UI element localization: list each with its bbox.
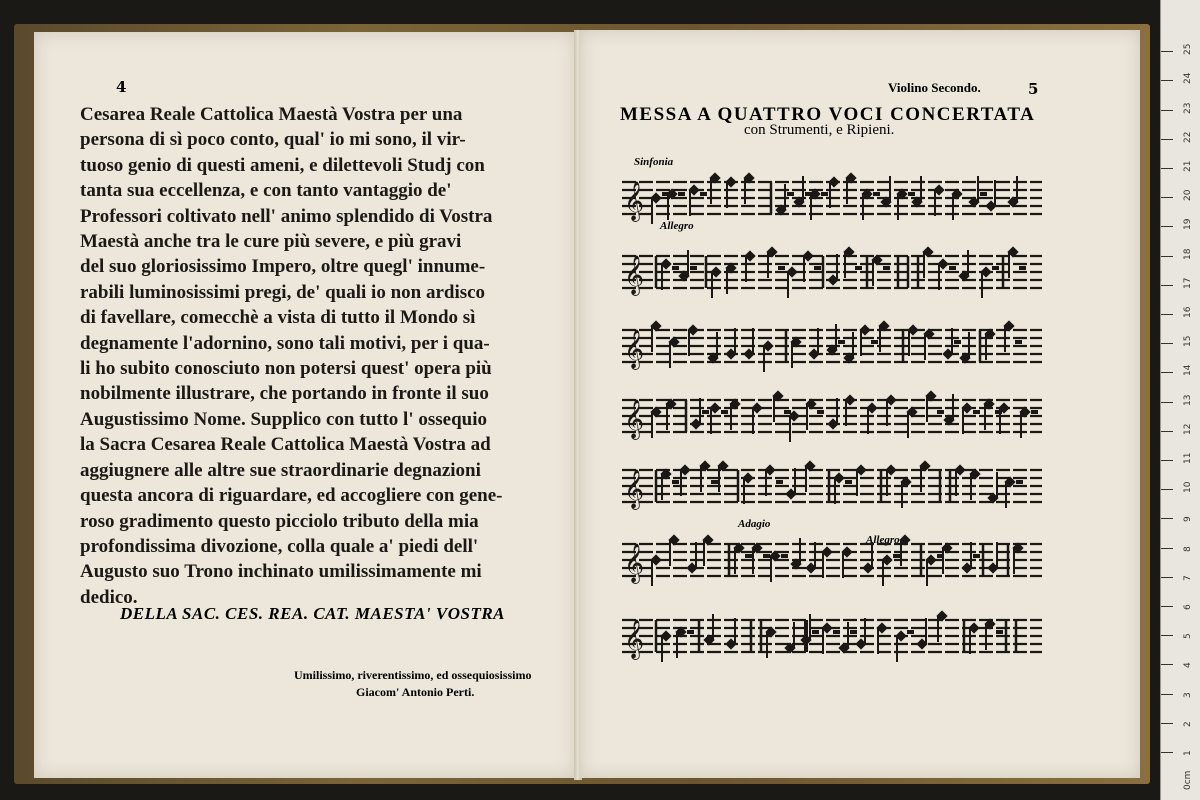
- ruler-tick: [1161, 577, 1173, 578]
- ruler-tick-label: 23: [1183, 102, 1193, 114]
- signature-line-1: Umilissimo, riverentissimo, ed ossequiosissimo: [294, 668, 532, 682]
- ruler-tick-label: 20: [1183, 189, 1193, 202]
- ruler-tick-label: 25: [1183, 43, 1193, 56]
- ruler-tick: [1161, 226, 1173, 227]
- ruler-tick-label: 8: [1183, 545, 1193, 552]
- text-line: tuoso genio di questi ameni, e dilettevoli Studj con: [80, 154, 485, 176]
- music-title: MESSA A QUATTRO VOCI CONCERTATA: [620, 104, 1036, 125]
- text-line: la Sacra Cesarea Reale Cattolica Maestà Vostra ad: [80, 434, 491, 456]
- ruler-tick: [1161, 606, 1173, 607]
- ruler-tick: [1161, 168, 1173, 169]
- ruler-tick-label: 5: [1183, 633, 1193, 640]
- tempo-adagio: Adagio: [738, 518, 771, 530]
- left-page-number: 4: [116, 78, 127, 96]
- ruler-tick-label: 2: [1183, 721, 1193, 727]
- ruler-tick: [1161, 723, 1173, 724]
- text-line: Professori coltivato nell' animo splendido di Vostra: [80, 205, 493, 227]
- ruler-tick: [1161, 431, 1173, 432]
- clef-symbol: 𝄞: [624, 255, 645, 295]
- closing-salutation: DELLA SAC. CES. REA. CAT. MAESTA' VOSTRA: [120, 604, 506, 623]
- clef-symbol: 𝄞: [624, 329, 645, 369]
- ruler-tick: [1161, 402, 1173, 403]
- ruler-tick-label: 10: [1183, 481, 1193, 494]
- ruler-tick-label: 13: [1183, 394, 1193, 406]
- ruler-tick: [1161, 518, 1173, 519]
- ruler-tick: [1161, 343, 1173, 344]
- ruler-tick-label: 1: [1183, 750, 1193, 756]
- ruler-tick-label: 7: [1183, 575, 1193, 581]
- ruler-unit-label: 0cm: [1183, 770, 1193, 790]
- text-line: li ho subito conosciuto non potersi quest' opera più: [80, 358, 492, 380]
- dedication-text: [80, 102, 540, 610]
- text-line: di favellare, comecchè a vista di tutto il Mondo sì: [80, 307, 476, 329]
- text-line: Cesarea Reale Cattolica Maestà Vostra per una: [80, 104, 463, 125]
- text-line: Augustissimo Nome. Supplico con tutto l' ossequio: [80, 408, 487, 430]
- ruler-tick-label: 16: [1183, 306, 1193, 318]
- signature-line-2: Giacom' Antonio Perti.: [356, 685, 475, 699]
- ruler-tick-label: 6: [1183, 604, 1193, 610]
- ruler-tick: [1161, 256, 1173, 257]
- ruler-tick-label: 11: [1183, 452, 1193, 464]
- ruler-tick: [1161, 314, 1173, 315]
- ruler-tick-label: 22: [1183, 131, 1193, 143]
- ruler-tick: [1161, 139, 1173, 140]
- measuring-ruler: [1160, 0, 1200, 800]
- text-line: dedico.: [80, 586, 138, 608]
- ruler-tick-label: 15: [1183, 335, 1193, 348]
- clef-symbol: 𝄞: [624, 469, 645, 509]
- tempo-allegro-1: Allegro: [660, 220, 694, 232]
- text-line: Augusto suo Trono inchinato umilissimamente mi: [80, 561, 482, 583]
- ruler-tick: [1161, 752, 1173, 753]
- ruler-tick: [1161, 635, 1173, 636]
- ruler-tick-label: 21: [1183, 160, 1193, 172]
- ruler-tick: [1161, 80, 1173, 81]
- ruler-tick-label: 3: [1183, 691, 1193, 698]
- text-line: Maestà anche tra le cure più severe, e più gravi: [80, 231, 462, 253]
- ruler-tick-label: 24: [1183, 72, 1193, 85]
- ruler-tick-label: 4: [1183, 662, 1193, 669]
- right-page: [580, 30, 1140, 778]
- ruler-tick: [1161, 460, 1173, 461]
- text-line: degnamente l'adornino, sono tali motivi, per i qua-: [80, 332, 490, 354]
- ruler-tick-label: 14: [1183, 364, 1193, 377]
- ruler-tick: [1161, 51, 1173, 52]
- text-line: questa ancora di riguardare, ed accogliere con gene-: [80, 485, 503, 507]
- tempo-sinfonia: Sinfonia: [634, 156, 674, 168]
- ruler-tick-label: 18: [1183, 248, 1193, 260]
- ruler-tick: [1161, 285, 1173, 286]
- text-line: aggiugnere alle altre sue straordinarie degnazioni: [80, 459, 481, 481]
- ruler-tick: [1161, 489, 1173, 490]
- ruler-tick-label: 17: [1183, 277, 1193, 289]
- ruler-tick-label: 9: [1183, 516, 1193, 523]
- clef-symbol: 𝄞: [624, 619, 645, 659]
- text-line: persona di sì poco conto, qual' io mi sono, il vir-: [80, 129, 466, 151]
- ruler-tick: [1161, 197, 1173, 198]
- clef-symbol: 𝄞: [624, 399, 645, 439]
- right-page-number: 5: [1028, 80, 1039, 98]
- clef-symbol: 𝄞: [624, 181, 645, 221]
- ruler-tick: [1161, 664, 1173, 665]
- tempo-allegro-2: Allegro: [866, 534, 900, 546]
- text-line: nobilmente illustrare, che portando in fronte il suo: [80, 383, 489, 405]
- ruler-tick: [1161, 548, 1173, 549]
- text-line: tanta sua eccellenza, e con tanto vantaggio de': [80, 180, 452, 202]
- music-subtitle: con Strumenti, e Ripieni.: [744, 122, 895, 138]
- text-line: profondissima divozione, colla quale a' piedi dell': [80, 535, 479, 557]
- text-line: rabili luminosissimi pregi, de' quali io non ardisco: [80, 281, 486, 303]
- ruler-tick: [1161, 694, 1173, 695]
- text-line: del suo gloriosissimo Impero, oltre quegl' innume-: [80, 256, 486, 278]
- running-head: Violino Secondo.: [888, 80, 981, 95]
- clef-symbol: 𝄞: [624, 543, 645, 583]
- text-line: roso gradimento questo picciolo tributo della mia: [80, 510, 479, 532]
- ruler-tick: [1161, 110, 1173, 111]
- ruler-tick-label: 12: [1183, 423, 1193, 435]
- ruler-tick: [1161, 372, 1173, 373]
- ruler-tick-label: 19: [1183, 218, 1193, 231]
